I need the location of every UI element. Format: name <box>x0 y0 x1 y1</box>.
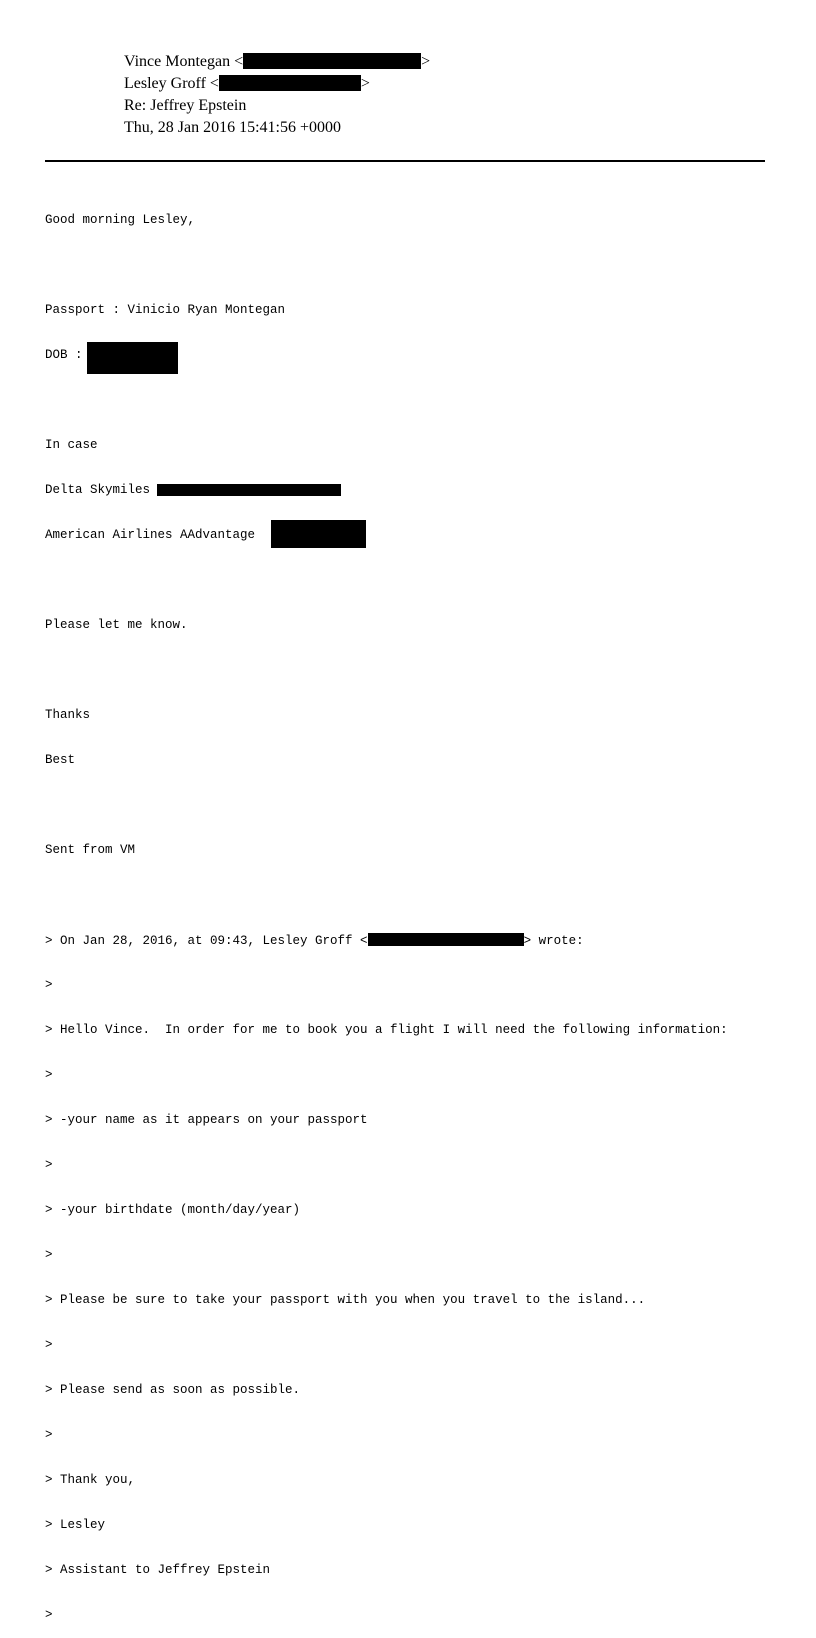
delta-label: Delta Skymiles <box>45 483 151 497</box>
to-close: > <box>360 75 370 92</box>
delta-line <box>45 483 775 498</box>
american-label: American Airlines AAdvantage <box>45 528 256 542</box>
from-close: > <box>421 53 431 70</box>
quote-line: > <box>45 1248 53 1262</box>
to-value <box>124 74 370 94</box>
in-case-line: In case <box>45 438 98 452</box>
from-name: Vince Montegan < <box>124 53 244 70</box>
quote-intro-end: > wrote: <box>523 934 584 948</box>
redaction-block <box>368 933 524 946</box>
quote-line: > <box>45 1608 53 1622</box>
quote-line: > <box>45 1158 53 1172</box>
quote-line: > <box>45 978 53 992</box>
dob-label: DOB : <box>45 348 83 362</box>
redaction-block <box>219 75 361 91</box>
american-line <box>45 528 775 543</box>
best-line: Best <box>45 753 76 767</box>
email-body <box>45 183 775 1638</box>
from-value <box>124 52 430 72</box>
please-line: Please let me know. <box>45 618 188 632</box>
redaction-block <box>271 520 366 548</box>
redaction-block <box>87 342 178 374</box>
quote-intro-line <box>45 933 775 948</box>
quote-line: > Lesley <box>45 1518 106 1532</box>
greeting-line: Good morning Lesley, <box>45 213 196 227</box>
thanks-line: Thanks <box>45 708 91 722</box>
subject-value: Re: Jeffrey Epstein <box>124 97 247 114</box>
sent-line: Sent from VM <box>45 843 136 857</box>
quote-line: > -your name as it appears on your passport <box>45 1113 368 1127</box>
quote-line: > Assistant to Jeffrey Epstein <box>45 1563 271 1577</box>
passport-line: Passport : Vinicio Ryan Montegan <box>45 303 286 317</box>
quote-line: > Please be sure to take your passport with you when you travel to the island... <box>45 1293 646 1307</box>
quote-line: > <box>45 1428 53 1442</box>
quote-line: > <box>45 1068 53 1082</box>
header-divider <box>45 160 765 162</box>
to-name: Lesley Groff < <box>124 75 219 92</box>
redaction-block <box>157 484 341 496</box>
quote-line: > Hello Vince. In order for me to book you a flight I will need the following information: <box>45 1023 728 1037</box>
quote-line: > Thank you, <box>45 1473 136 1487</box>
quote-line: > -your birthdate (month/day/year) <box>45 1203 301 1217</box>
quote-line: > <box>45 1338 53 1352</box>
dob-line <box>45 348 775 363</box>
quote-intro-start: > On Jan 28, 2016, at 09:43, Lesley Groff < <box>45 934 368 948</box>
date-value: Thu, 28 Jan 2016 15:41:56 +0000 <box>124 119 342 136</box>
quote-line: > Please send as soon as possible. <box>45 1383 301 1397</box>
redaction-block <box>243 53 421 69</box>
